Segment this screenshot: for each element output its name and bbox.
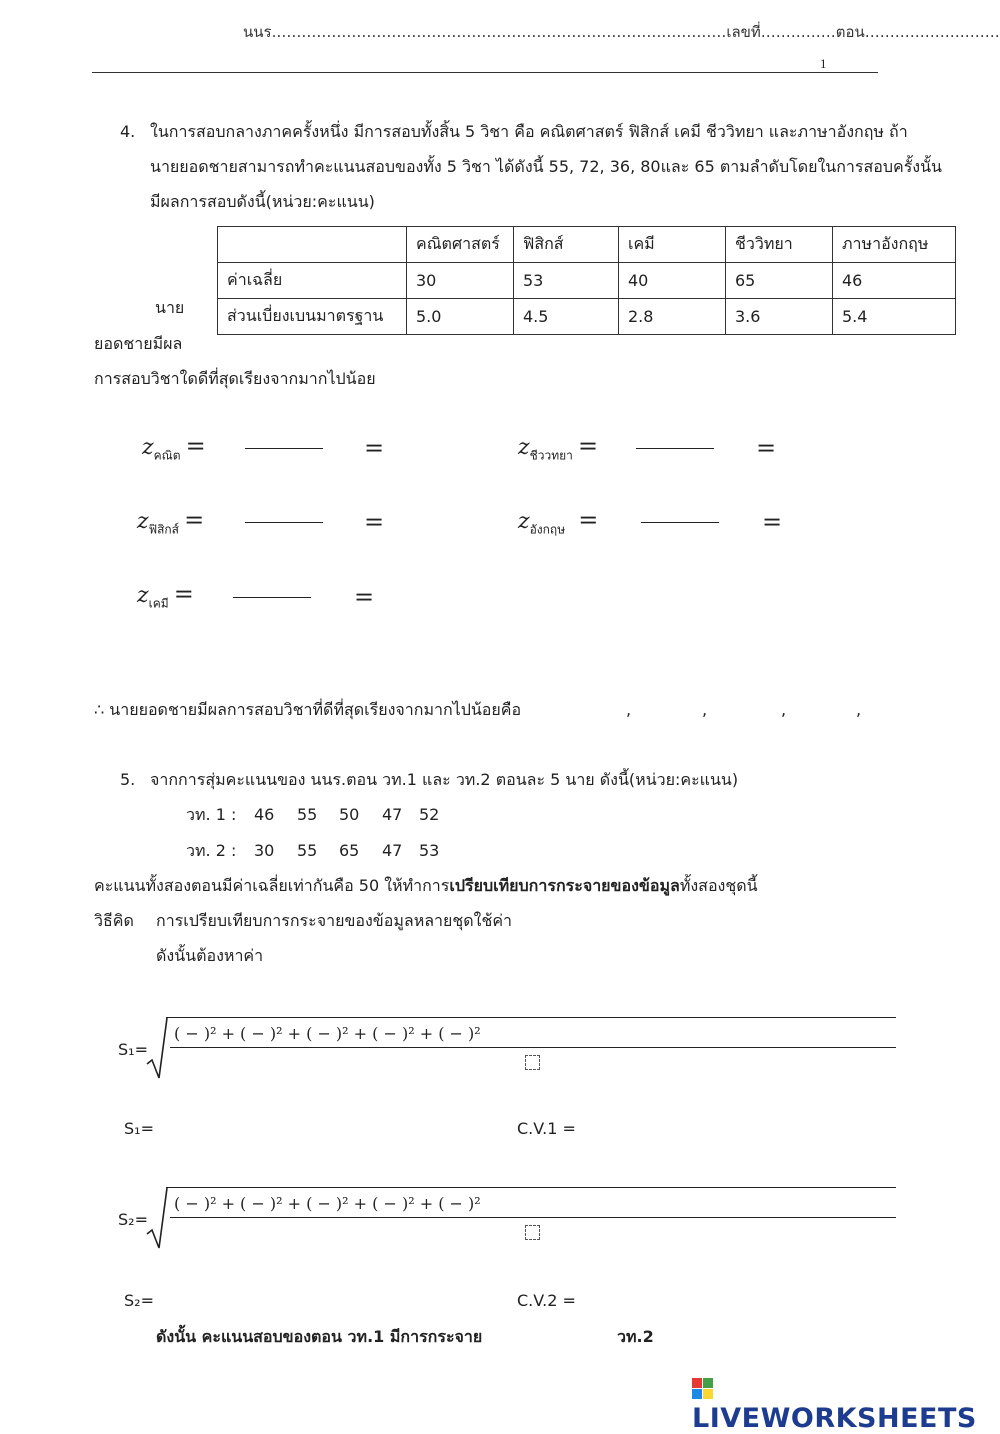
cv2-label: C.V.2 = (517, 1291, 576, 1310)
s1-sqrt-overline (166, 1017, 896, 1018)
q4-after-table-1: นาย (155, 298, 185, 317)
z-chem-label: $z_{เคมี}$ = (137, 580, 194, 611)
q4-conclusion: ∴ นายยอดชายมีผลการสอบวิชาที่ดีที่สุดเรียงจากมากไปน้อยคือ (94, 700, 522, 719)
z-bio-result-equals: = (756, 434, 777, 462)
s1-numerator: ( − )² + ( − )² + ( − )² + ( − )² + ( − )² (174, 1024, 481, 1043)
q5-instruction: คะแนนทั้งสองตอนมีค่าเฉลี่ยเท่ากันคือ 50 ให้ทำการเปรียบเทียบการกระจายของข้อมูลทั้งสองชุดนี้ (94, 876, 758, 895)
q4-after-table-3: การสอบวิชาใดดีที่สุดเรียงจากมากไปน้อย (94, 369, 376, 388)
q5-number: 5. (120, 770, 136, 789)
table-header-cell: คณิตศาสตร์ (407, 227, 514, 263)
table-cell: 40 (619, 263, 726, 299)
s2-result-label: S₂= (124, 1291, 154, 1310)
table-row (218, 299, 956, 335)
z-eng-result-equals: = (762, 508, 783, 536)
q4-line-1: ในการสอบกลางภาคครั้งหนึ่ง มีการสอบทั้งสิ้น 5 วิชา คือ คณิตศาสตร์ ฟิสิกส์ เคมี ชีววิทยา และภาษาอังกฤษ ถ้า (150, 122, 908, 141)
logo-icon (692, 1378, 713, 1399)
table-cell: 4.5 (514, 299, 619, 335)
table-header-row (218, 227, 956, 263)
q5-set1-value: 50 (339, 805, 360, 824)
s2-fraction-bar (170, 1217, 896, 1218)
table-cell: 53 (514, 263, 619, 299)
answer-separator: , (702, 700, 708, 719)
s1-denominator-input[interactable] (525, 1055, 540, 1070)
z-physics-result-equals: = (364, 508, 385, 536)
s2-formula-label: S₂= (118, 1210, 148, 1229)
z-physics-label: $z_{ฟิสิกส์}$ = (137, 506, 205, 537)
q5-therefore-text: ดังนั้นต้องหาค่า (156, 946, 264, 965)
q5-final-statement: ดังนั้น คะแนนสอบของตอน วท.1 มีการกระจาย (156, 1327, 483, 1346)
s2-numerator: ( − )² + ( − )² + ( − )² + ( − )² + ( − )² (174, 1194, 481, 1213)
q5-set2-value: 65 (339, 841, 360, 860)
z-chem-result-equals: = (354, 583, 375, 611)
table-cell: 3.6 (726, 299, 833, 335)
table-cell: 5.0 (407, 299, 514, 335)
table-cell: 30 (407, 263, 514, 299)
q5-set1-value: 52 (419, 805, 440, 824)
z-eng-label: $z_{อังกฤษ}$ = (518, 506, 599, 537)
s1-sqrt-sign (145, 1016, 169, 1082)
score-table (217, 226, 956, 335)
answer-separator: , (626, 700, 632, 719)
cv1-label: C.V.1 = (517, 1119, 576, 1138)
q5-set2-value: 47 (382, 841, 403, 860)
q4-after-table-2: ยอดชายมีผล (94, 334, 183, 353)
z-chem-fraction[interactable] (233, 597, 311, 598)
z-bio-fraction[interactable] (636, 448, 714, 449)
table-header-cell: เคมี (619, 227, 726, 263)
z-math-result-equals: = (364, 434, 385, 462)
z-math-label: $z_{คณิต}$ = (142, 432, 206, 463)
q5-set1-value: 46 (254, 805, 275, 824)
q5-set2-value: 53 (419, 841, 440, 860)
q5-method-label: วิธีคิด (94, 911, 134, 930)
table-cell: 5.4 (833, 299, 956, 335)
table-cell: ส่วนเบี่ยงเบนมาตรฐาน (218, 299, 407, 335)
s2-sqrt-overline (166, 1187, 896, 1188)
q5-set2-value: 30 (254, 841, 275, 860)
z-eng-fraction[interactable] (641, 522, 719, 523)
table-cell: 65 (726, 263, 833, 299)
table-row (218, 263, 956, 299)
s2-denominator-input[interactable] (525, 1225, 540, 1240)
s2-sqrt-sign (145, 1186, 169, 1252)
q4-line-2: นายยอดชายสามารถทำคะแนนสอบของทั้ง 5 วิชา ได้ดังนี้ 55, 72, 36, 80และ 65 ตามลำดับโดยในการสอบครั้งนั้น (150, 157, 942, 176)
q5-final-compare: วท.2 (617, 1327, 654, 1346)
s1-fraction-bar (170, 1047, 896, 1048)
q5-set1-value: 55 (297, 805, 318, 824)
liveworksheets-logo: LIVEWORKSHEETS (692, 1372, 1000, 1434)
table-header-cell: ฟิสิกส์ (514, 227, 619, 263)
table-cell: ค่าเฉลี่ย (218, 263, 407, 299)
table-header-cell: ภาษาอังกฤษ (833, 227, 956, 263)
header-divider (92, 72, 878, 73)
s1-result-label: S₁= (124, 1119, 154, 1138)
q5-set2-label: วท. 2 : (186, 841, 237, 860)
table-header-cell (218, 227, 407, 263)
q4-line-3: มีผลการสอบดังนี้(หน่วย:คะแนน) (150, 192, 375, 211)
answer-separator: , (781, 700, 787, 719)
table-cell: 46 (833, 263, 956, 299)
q5-set2-value: 55 (297, 841, 318, 860)
q5-set1-label: วท. 1 : (186, 805, 237, 824)
q4-number: 4. (120, 122, 136, 141)
header-student-info: นนร.………………………………………………………………………………เลขที่……………ตอน……………………… (243, 23, 1000, 41)
z-math-fraction[interactable] (245, 448, 323, 449)
page-number: 1 (820, 56, 827, 71)
q5-method-text: การเปรียบเทียบการกระจายของข้อมูลหลายชุดใช้ค่า (156, 911, 513, 930)
q5-set1-value: 47 (382, 805, 403, 824)
z-bio-label: $z_{ชีววทยา}$ = (518, 432, 599, 463)
answer-separator: , (856, 700, 862, 719)
table-header-cell: ชีววิทยา (726, 227, 833, 263)
s1-formula-label: S₁= (118, 1040, 148, 1059)
q5-intro: จากการสุ่มคะแนนของ นนร.ตอน วท.1 และ วท.2 ตอนละ 5 นาย ดังนี้(หน่วย:คะแนน) (150, 770, 739, 789)
table-cell: 2.8 (619, 299, 726, 335)
z-physics-fraction[interactable] (245, 522, 323, 523)
